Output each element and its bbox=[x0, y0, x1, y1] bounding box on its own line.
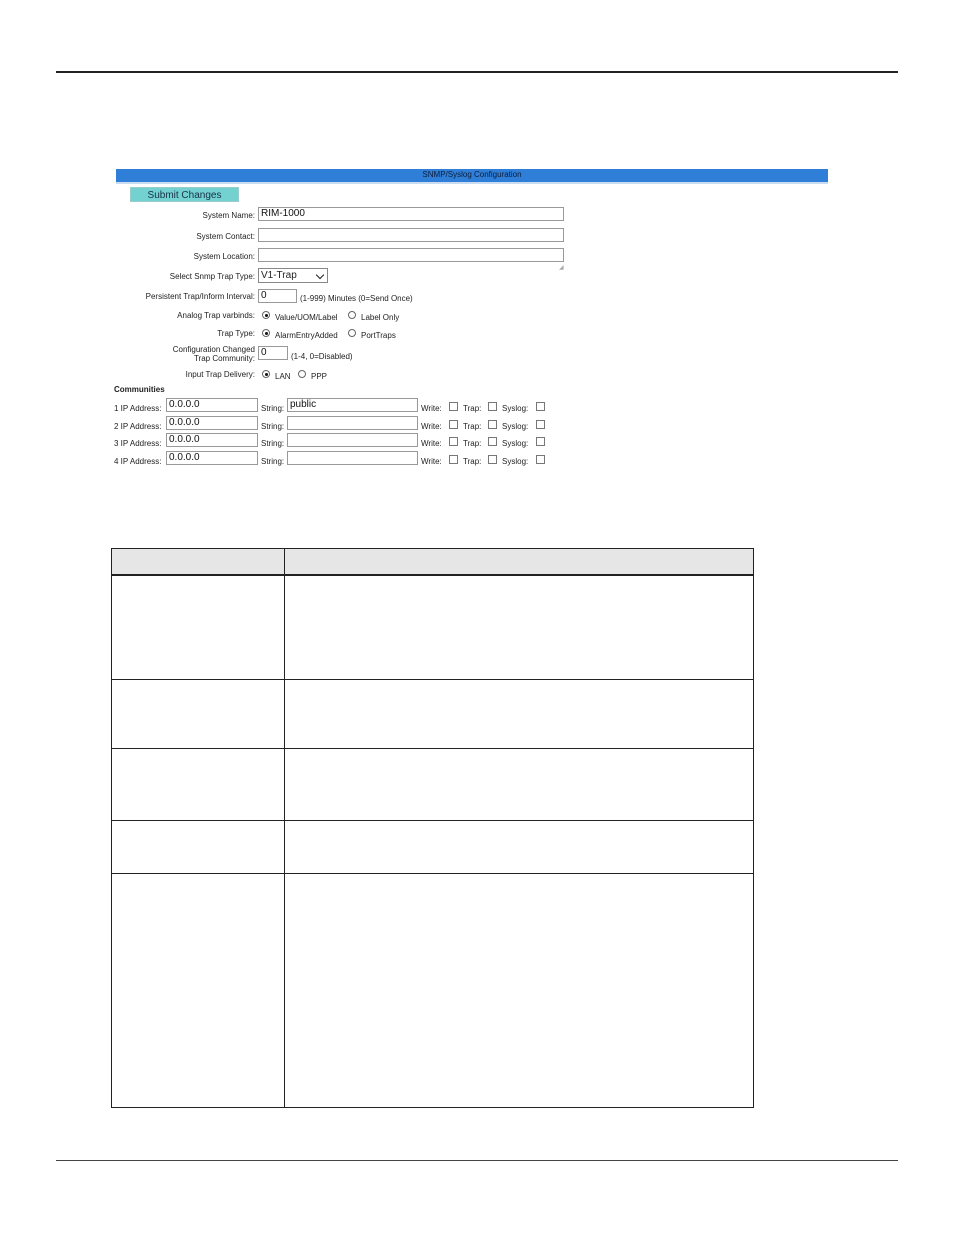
community-1-write-label: Write: bbox=[421, 404, 442, 413]
radio-alarm-entry-added[interactable] bbox=[262, 329, 270, 337]
system-location-input[interactable] bbox=[258, 248, 564, 262]
community-2-string-input[interactable] bbox=[287, 416, 418, 430]
table-header bbox=[112, 549, 753, 576]
trap-type-label: Trap Type: bbox=[217, 329, 255, 338]
system-location-label: System Location: bbox=[193, 252, 255, 261]
community-1-syslog-label: Syslog: bbox=[502, 404, 529, 413]
radio-alarm-entry-added-text: AlarmEntryAdded bbox=[275, 331, 338, 340]
trap-type-select[interactable] bbox=[258, 268, 328, 283]
radio-label-only[interactable] bbox=[348, 311, 356, 319]
radio-label-only-text: Label Only bbox=[361, 313, 400, 322]
trap-type-select-label: Select Snmp Trap Type: bbox=[169, 272, 255, 281]
community-1-string-label: String: bbox=[261, 404, 285, 413]
resize-grip-icon[interactable]: ◢ bbox=[559, 265, 564, 271]
radio-value-uom-label-text: Value/UOM/Label bbox=[275, 313, 338, 322]
radio-lan[interactable] bbox=[262, 370, 270, 378]
persistent-interval-label: Persistent Trap/Inform Interval: bbox=[145, 292, 255, 301]
community-4-ip-label: 4 IP Address: bbox=[114, 457, 162, 466]
system-name-label: System Name: bbox=[202, 211, 255, 220]
community-4-string-label: String: bbox=[261, 457, 285, 466]
radio-port-traps-text: PortTraps bbox=[361, 331, 396, 340]
table-row-divider bbox=[112, 748, 753, 749]
communities-heading: Communities bbox=[114, 385, 165, 394]
table-row-divider bbox=[112, 820, 753, 821]
community-3-trap-checkbox[interactable] bbox=[488, 437, 497, 446]
table-column-divider bbox=[284, 549, 285, 1107]
persistent-interval-input[interactable]: 0 bbox=[258, 289, 297, 303]
radio-port-traps[interactable] bbox=[348, 329, 356, 337]
community-4-write-checkbox[interactable] bbox=[449, 455, 458, 464]
community-4-syslog-label: Syslog: bbox=[502, 457, 529, 466]
radio-ppp-text: PPP bbox=[311, 372, 328, 381]
community-1-ip-label: 1 IP Address: bbox=[114, 404, 162, 413]
community-3-syslog-checkbox[interactable] bbox=[536, 437, 545, 446]
description-table bbox=[111, 548, 754, 1108]
community-4-write-label: Write: bbox=[421, 457, 442, 466]
table-row-divider bbox=[112, 679, 753, 680]
community-1-write-checkbox[interactable] bbox=[449, 402, 458, 411]
community-1-syslog-checkbox[interactable] bbox=[536, 402, 545, 411]
panel-title: SNMP/Syslog Configuration bbox=[422, 170, 522, 179]
community-2-syslog-label: Syslog: bbox=[502, 422, 529, 431]
community-3-ip-label: 3 IP Address: bbox=[114, 439, 162, 448]
community-4-trap-checkbox[interactable] bbox=[488, 455, 497, 464]
community-3-write-checkbox[interactable] bbox=[449, 437, 458, 446]
input-trap-delivery-label: Input Trap Delivery: bbox=[185, 370, 255, 379]
radio-lan-text: LAN bbox=[275, 372, 291, 381]
trap-type-select-value: V1-Trap bbox=[261, 270, 297, 281]
community-4-ip-input[interactable]: 0.0.0.0 bbox=[166, 451, 258, 465]
community-2-trap-label: Trap: bbox=[463, 422, 482, 431]
community-3-syslog-label: Syslog: bbox=[502, 439, 529, 448]
analog-varbinds-label: Analog Trap varbinds: bbox=[177, 311, 255, 320]
header-rule bbox=[56, 71, 898, 73]
community-3-write-label: Write: bbox=[421, 439, 442, 448]
community-2-string-label: String: bbox=[261, 422, 285, 431]
config-changed-label bbox=[173, 345, 255, 363]
community-1-trap-checkbox[interactable] bbox=[488, 402, 497, 411]
community-2-syslog-checkbox[interactable] bbox=[536, 420, 545, 429]
config-changed-input[interactable]: 0 bbox=[258, 346, 288, 360]
system-name-input[interactable]: RIM-1000 bbox=[258, 207, 564, 221]
config-changed-label-line1: Configuration Changed bbox=[172, 345, 255, 354]
chevron-down-icon bbox=[316, 271, 324, 279]
community-1-string-input[interactable]: public bbox=[287, 398, 418, 412]
table-row-divider bbox=[112, 873, 753, 874]
community-2-trap-checkbox[interactable] bbox=[488, 420, 497, 429]
community-4-string-input[interactable] bbox=[287, 451, 418, 465]
community-1-trap-label: Trap: bbox=[463, 404, 482, 413]
community-1-ip-input[interactable]: 0.0.0.0 bbox=[166, 398, 258, 412]
community-3-string-label: String: bbox=[261, 439, 285, 448]
config-changed-hint: (1-4, 0=Disabled) bbox=[291, 352, 353, 361]
system-contact-label: System Contact: bbox=[196, 232, 255, 241]
community-4-syslog-checkbox[interactable] bbox=[536, 455, 545, 464]
radio-value-uom-label[interactable] bbox=[262, 311, 270, 319]
community-2-write-checkbox[interactable] bbox=[449, 420, 458, 429]
community-2-write-label: Write: bbox=[421, 422, 442, 431]
community-3-string-input[interactable] bbox=[287, 433, 418, 447]
system-contact-input[interactable] bbox=[258, 228, 564, 242]
config-changed-label-line2: Trap Community: bbox=[193, 354, 255, 363]
submit-changes-button[interactable]: Submit Changes bbox=[130, 187, 239, 202]
footer-rule bbox=[56, 1160, 898, 1161]
panel-title-bar bbox=[116, 169, 828, 184]
radio-ppp[interactable] bbox=[298, 370, 306, 378]
community-2-ip-label: 2 IP Address: bbox=[114, 422, 162, 431]
community-3-trap-label: Trap: bbox=[463, 439, 482, 448]
persistent-interval-hint: (1-999) Minutes (0=Send Once) bbox=[300, 294, 413, 303]
community-2-ip-input[interactable]: 0.0.0.0 bbox=[166, 416, 258, 430]
community-3-ip-input[interactable]: 0.0.0.0 bbox=[166, 433, 258, 447]
community-4-trap-label: Trap: bbox=[463, 457, 482, 466]
